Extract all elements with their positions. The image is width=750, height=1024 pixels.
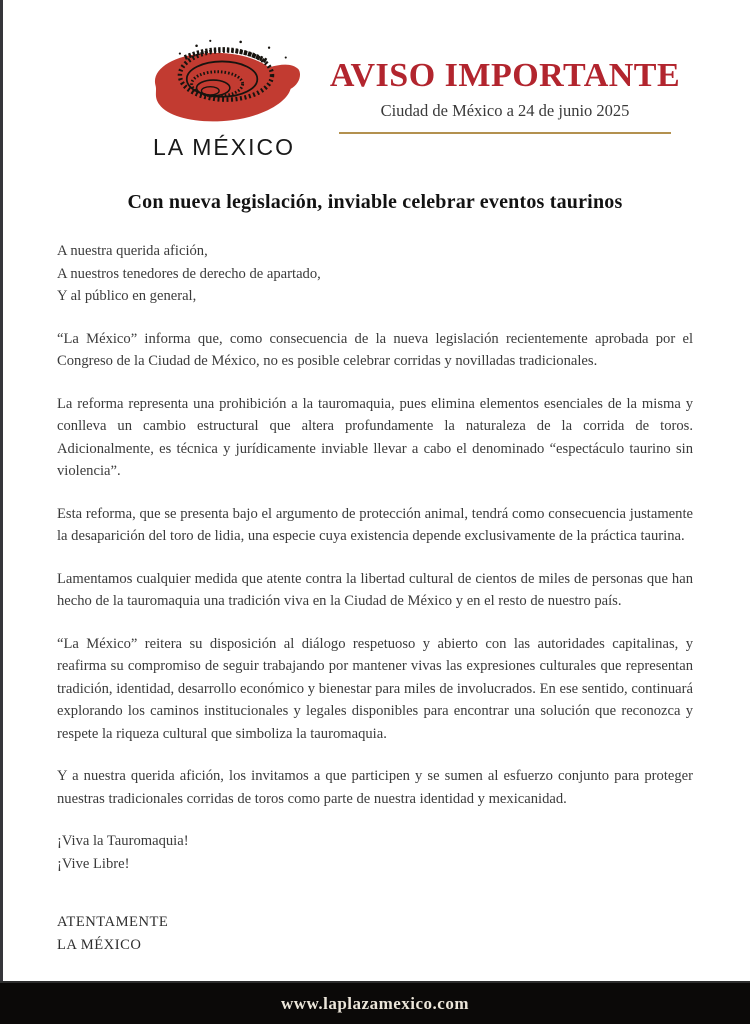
letter-paragraph: “La México” reitera su disposición al diálogo respetuoso y abierto con las autoridades capitalinas, y reafirma su compromiso de seguir trabajando por mantener vivas las expresiones culturales que representan tradición, identidad, desarrollo económico y bienestar para miles de involucrados. En ese sentido, continuará explorando los caminos institucionales y legales disponibles para encontrar una solución que reconozca y respete la riqueza cultural que simboliza la tauromaquia.	[57, 635, 693, 742]
la-mexico-logo	[140, 34, 308, 161]
notice-header	[0, 0, 750, 161]
letter-paragraph: La reforma representa una prohibición a la tauromaquia, pues elimina elementos esenciales de la misma y conlleva un cambio estructural que altera profundamente la naturaleza de la corrida de toros. Adicionalmente, es técnica y jurídicamente inviable llevar a cabo el denominado “espectáculo taurino sin violencia”.	[57, 395, 693, 479]
website-footer-bar	[0, 981, 750, 1024]
photo-edge-line	[0, 0, 3, 1024]
letter-paragraph: Esta reforma, que se presenta bajo el argumento de protección animal, tendrá como consecuencia justamente la desaparición del toro de lidia, una especie cuya existencia depende exclusivamente de la práctica taurina.	[57, 505, 693, 544]
notice-date: Ciudad de México a 24 de junio 2025	[380, 100, 630, 120]
page-headline: Con nueva legislación, inviable celebrar eventos taurinos	[127, 191, 623, 213]
salutation-line: A nuestra querida afición,	[57, 243, 208, 259]
salutation-line: A nuestros tenedores de derecho de apartado,	[57, 265, 321, 282]
gold-divider-line	[339, 132, 671, 134]
notice-title-block	[308, 34, 702, 134]
letter-paragraph: Lamentamos cualquier medida que atente contra la libertad cultural de cientos de miles de personas que han hecho de la tauromaquia una tradición viva en la Ciudad de México y en el resto de nuestro país.	[57, 570, 693, 609]
closing-line: LA MÉXICO	[57, 936, 142, 953]
letter-body	[0, 240, 750, 956]
bullring-logo-icon	[144, 34, 304, 132]
letter-paragraph: Y a nuestra querida afición, los invitamos a que participen y se sumen al esfuerzo conjunto para proteger nuestras tradicionales corridas de toros como parte de nuestra identidad y mexicanidad.	[57, 768, 693, 807]
notice-title: AVISO IMPORTANTE	[329, 57, 681, 94]
logo-red-brush	[155, 53, 300, 122]
website-url: www.laplazamexico.com	[280, 993, 470, 1013]
signature-block	[57, 911, 693, 956]
slogan-line: ¡Viva la Tauromaquia!	[57, 833, 189, 849]
salutation-block	[57, 240, 693, 308]
slogans-block	[57, 830, 693, 875]
slogan-line: ¡Vive Libre!	[57, 855, 130, 872]
closing-line: ATENTAMENTE	[57, 914, 169, 930]
logo-brand-text: LA MÉXICO	[153, 134, 295, 160]
salutation-line: Y al público en general,	[57, 288, 197, 304]
letter-paragraph: “La México” informa que, como consecuencia de la nueva legislación recientemente aprobada por el Congreso de la Ciudad de México, no es posible celebrar corridas y novilladas tradicionales.	[57, 330, 693, 369]
